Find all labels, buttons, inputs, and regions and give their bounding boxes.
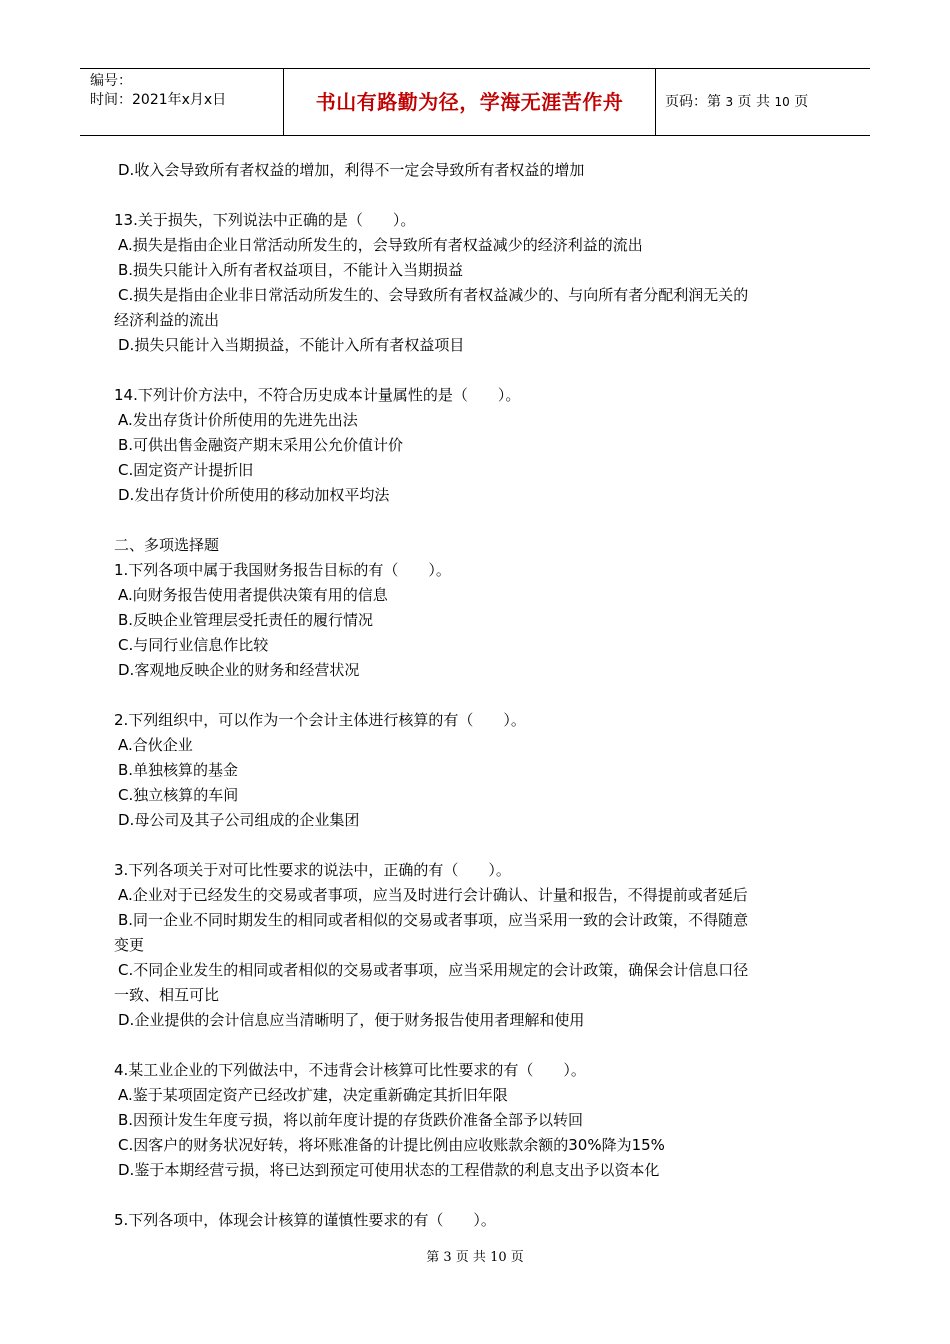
option-line: A.发出存货计价所使用的先进先出法 (118, 411, 358, 429)
option-line: D.企业提供的会计信息应当清晰明了，便于财务报告使用者理解和使用 (118, 1011, 585, 1029)
option-line: A.向财务报告使用者提供决策有用的信息 (118, 586, 388, 604)
option-line-continued: 经济利益的流出 (114, 311, 220, 329)
option-line: A.鉴于某项固定资产已经改扩建，决定重新确定其折旧年限 (118, 1086, 508, 1104)
footer-current: 3 (443, 1250, 452, 1265)
option-line: C.固定资产计提折旧 (118, 461, 254, 479)
question-m5: 5.下列各项中，体现会计核算的谨慎性要求的有（ ）。 (114, 1211, 496, 1229)
question-m3: 3.下列各项关于对可比性要求的说法中，正确的有（ ）。 (114, 861, 511, 879)
option-line: D.母公司及其子公司组成的企业集团 (118, 811, 360, 829)
option-line: B.可供出售金融资产期末采用公允价值计价 (118, 436, 404, 454)
option-line: D.客观地反映企业的财务和经营状况 (118, 661, 360, 679)
page-total: 10 (774, 95, 790, 109)
header-page-info (656, 69, 870, 135)
header-meta (80, 69, 283, 135)
option-line: C.损失是指由企业非日常活动所发生的、会导致所有者权益减少的、与向所有者分配利润无关的 (118, 286, 749, 304)
option-line: B.同一企业不同时期发生的相同或者相似的交易或者事项，应当采用一致的会计政策，不得随意 (118, 911, 749, 929)
page-footer (0, 1246, 950, 1265)
document-body (114, 158, 834, 1233)
option-line: A.合伙企业 (118, 736, 193, 754)
option-line: B.单独核算的基金 (118, 761, 239, 779)
page-suffix: 页 (794, 94, 809, 110)
option-line-continued: 一致、相互可比 (114, 986, 220, 1004)
footer-total: 10 (490, 1250, 507, 1265)
question-m4: 4.某工业企业的下列做法中，不违背会计核算可比性要求的有（ ）。 (114, 1061, 586, 1079)
page-header (80, 68, 870, 136)
option-line: B.反映企业管理层受托责任的履行情况 (118, 611, 374, 629)
time-label: 时间：2021年x月x日 (90, 92, 227, 108)
header-motto: 书山有路勤为径，学海无涯苦作舟 (283, 69, 656, 135)
option-line: C.因客户的财务状况好转，将坏账准备的计提比例由应收账款余额的30%降为15% (118, 1136, 665, 1154)
option-line-continued: 变更 (114, 936, 145, 954)
footer-mid: 页 共 (455, 1250, 486, 1265)
footer-suffix: 页 (510, 1250, 524, 1265)
page-prefix: 页码：第 (665, 94, 721, 110)
option-line: C.不同企业发生的相同或者相似的交易或者事项，应当采用规定的会计政策，确保会计信息口径 (118, 961, 749, 979)
option-line: D.鉴于本期经营亏损，将已达到预定可使用状态的工程借款的利息支出予以资本化 (118, 1161, 660, 1179)
question-14: 14.下列计价方法中，不符合历史成本计量属性的是（ ）。 (114, 386, 521, 404)
question-m2: 2.下列组织中，可以作为一个会计主体进行核算的有（ ）。 (114, 711, 526, 729)
number-label: 编号： (90, 73, 132, 89)
question-13: 13.关于损失，下列说法中正确的是（ ）。 (114, 211, 416, 229)
page-current: 3 (725, 95, 734, 109)
option-line: C.与同行业信息作比较 (118, 636, 269, 654)
option-line: B.损失只能计入所有者权益项目，不能计入当期损益 (118, 261, 464, 279)
option-line: D.发出存货计价所使用的移动加权平均法 (118, 486, 390, 504)
option-line: D.收入会导致所有者权益的增加，利得不一定会导致所有者权益的增加 (118, 161, 585, 179)
option-line: B.因预计发生年度亏损，将以前年度计提的存货跌价准备全部予以转回 (118, 1111, 584, 1129)
option-line: C.独立核算的车间 (118, 786, 239, 804)
footer-prefix: 第 (426, 1250, 440, 1265)
question-m1: 1.下列各项中属于我国财务报告目标的有（ ）。 (114, 561, 451, 579)
section-heading: 二、多项选择题 (114, 536, 220, 554)
option-line: A.损失是指由企业日常活动所发生的，会导致所有者权益减少的经济利益的流出 (118, 236, 643, 254)
option-line: D.损失只能计入当期损益，不能计入所有者权益项目 (118, 336, 465, 354)
page-mid: 页 共 (737, 94, 770, 110)
option-line: A.企业对于已经发生的交易或者事项，应当及时进行会计确认、计量和报告，不得提前或者延后 (118, 886, 748, 904)
